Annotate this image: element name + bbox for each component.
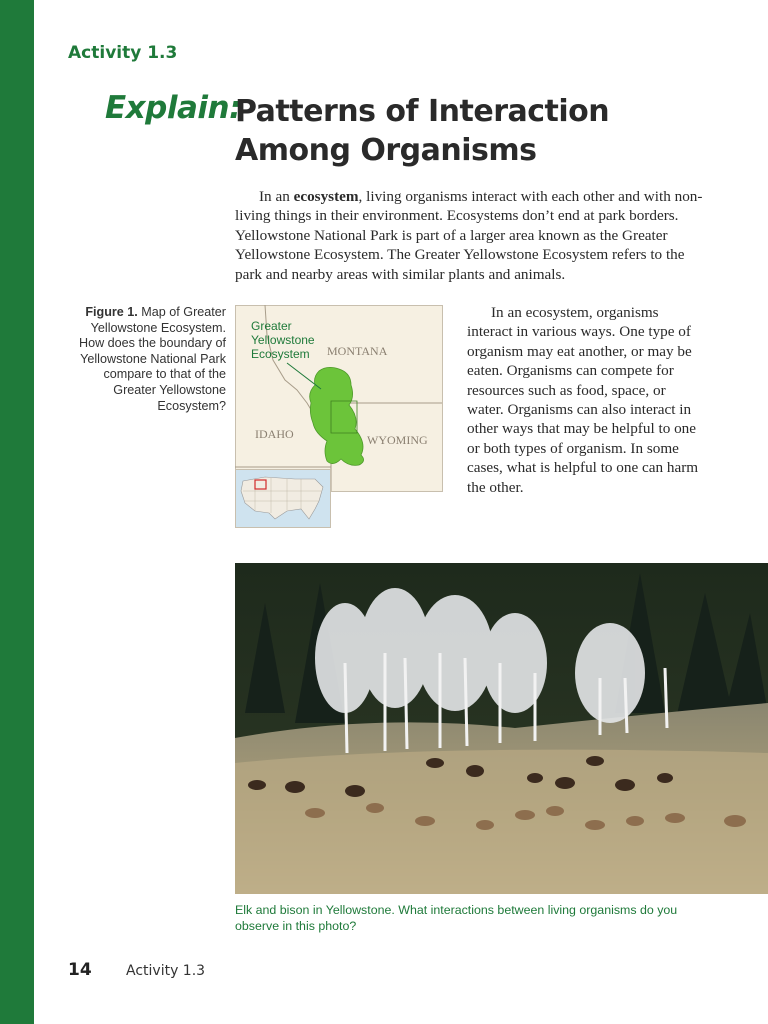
ecosystem-label-line-1: Greater bbox=[251, 319, 292, 333]
figure-caption-text: Map of Greater Yellowstone Ecosystem. How does the boundary of Yellowstone National Park compare to that of the Greater Yellowstone Ecosystem? bbox=[78, 305, 226, 413]
yellowstone-ecosystem-map bbox=[235, 305, 443, 528]
left-accent-bar bbox=[0, 0, 34, 1024]
ecosystem-label-line-3: Ecosystem bbox=[251, 347, 310, 361]
interactions-paragraph: In an ecosystem, organisms interact in various ways. One type of organism may eat another, or may be eaten. Organisms can compete for resources such as food, space, or water. Organisms can also interact in other ways that may be helpful to one or both types of organism. In some cases, what is helpful to one can harm the other. bbox=[467, 304, 699, 496]
idaho-label: IDAHO bbox=[255, 427, 294, 441]
intro-text-start: In an bbox=[259, 188, 294, 205]
elk-bison-photo bbox=[235, 563, 768, 894]
ecosystem-label-line-2: Yellowstone bbox=[251, 333, 315, 347]
intro-paragraph bbox=[235, 187, 705, 284]
photo-caption: Elk and bison in Yellowstone. What interactions between living organisms do you observe in this photo? bbox=[235, 903, 678, 933]
activity-heading: Activity 1.3 bbox=[68, 43, 178, 63]
intro-text-rest: , living organisms interact with each other and with non-living things in their environment. Ecosystems don’t end at park borders. Yellowstone National Park is part of a larger area known as the Greater Yellowstone Ecosystem. The Greater Yellowstone Ecosystem refers to the park and nearby areas with similar plants and animals. bbox=[235, 188, 703, 283]
page-number: 14 bbox=[68, 960, 92, 980]
figure-label: Figure 1. bbox=[85, 305, 138, 319]
footer-activity-label: Activity 1.3 bbox=[126, 963, 206, 979]
montana-label: MONTANA bbox=[327, 344, 388, 358]
title-prefix: Explain: bbox=[105, 90, 241, 126]
wyoming-label: WYOMING bbox=[367, 433, 428, 447]
figure-caption bbox=[66, 305, 226, 414]
ecosystem-term: ecosystem bbox=[293, 188, 359, 205]
page-title: Patterns of Interaction Among Organisms bbox=[235, 94, 610, 168]
